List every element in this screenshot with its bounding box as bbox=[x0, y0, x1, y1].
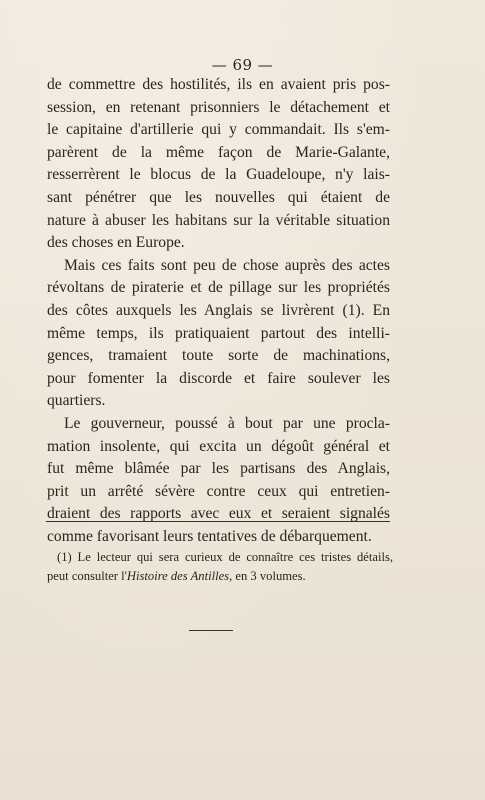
footnote-line: (1) Le lecteur qui sera curieux de connaître ces tristes détails, bbox=[57, 550, 393, 564]
text-line: nature à abuser les habitans sur la véritable situation bbox=[47, 211, 390, 229]
text-line: quartiers. bbox=[47, 392, 106, 410]
text-line: sant pénétrer que les nouvelles qui étaient de bbox=[47, 188, 390, 206]
text-line: des choses en Europe. bbox=[47, 234, 185, 252]
footnote-text: peut consulter l' bbox=[47, 569, 127, 583]
text-line: resserrèrent le blocus de la Guadeloupe, n'y lais- bbox=[47, 166, 390, 184]
end-divider bbox=[189, 630, 233, 631]
text-line: pour fomenter la discorde et faire soulever les bbox=[47, 369, 390, 387]
text-line: Mais ces faits sont peu de chose auprès des actes bbox=[64, 256, 390, 274]
footnote-line bbox=[47, 567, 393, 586]
footnote-divider bbox=[46, 521, 390, 522]
page-number: — 69 — bbox=[211, 56, 274, 74]
book-title: Histoire des Antilles bbox=[126, 569, 230, 583]
text-line: le capitaine d'artillerie qui y commandait. Ils s'em- bbox=[47, 121, 390, 139]
text-line: draient des rapports avec eux et seraient signalés bbox=[47, 505, 390, 523]
text-line: session, en retenant prisonniers le détachement et bbox=[47, 98, 390, 116]
text-line: révoltans de piraterie et de pillage sur les propriétés bbox=[47, 279, 390, 297]
body-text bbox=[47, 74, 390, 548]
text-line: même temps, ils pratiquaient partout des intelli- bbox=[47, 324, 390, 342]
footnote bbox=[47, 548, 393, 586]
text-line: de commettre des hostilités, ils en avaient pris pos- bbox=[47, 76, 390, 93]
text-line: des côtes auxquels les Anglais se livrèrent (1). En bbox=[47, 301, 390, 319]
text-line: mation insolente, qui excita un dégoût général et bbox=[47, 437, 390, 455]
text-line: gences, tramaient toute sorte de machinations, bbox=[47, 347, 390, 365]
text-line: Le gouverneur, poussé à bout par une procla- bbox=[64, 414, 390, 432]
footnote-text: , en 3 volumes. bbox=[229, 569, 306, 583]
text-line: parèrent de la même façon de Marie-Galante, bbox=[47, 143, 390, 161]
text-line: comme favorisant leurs tentatives de débarquement. bbox=[47, 527, 372, 545]
text-line: fut même blâmée par les partisans des Anglais, bbox=[47, 460, 390, 478]
text-line: prit un arrêté sévère contre ceux qui entretien- bbox=[47, 482, 390, 500]
